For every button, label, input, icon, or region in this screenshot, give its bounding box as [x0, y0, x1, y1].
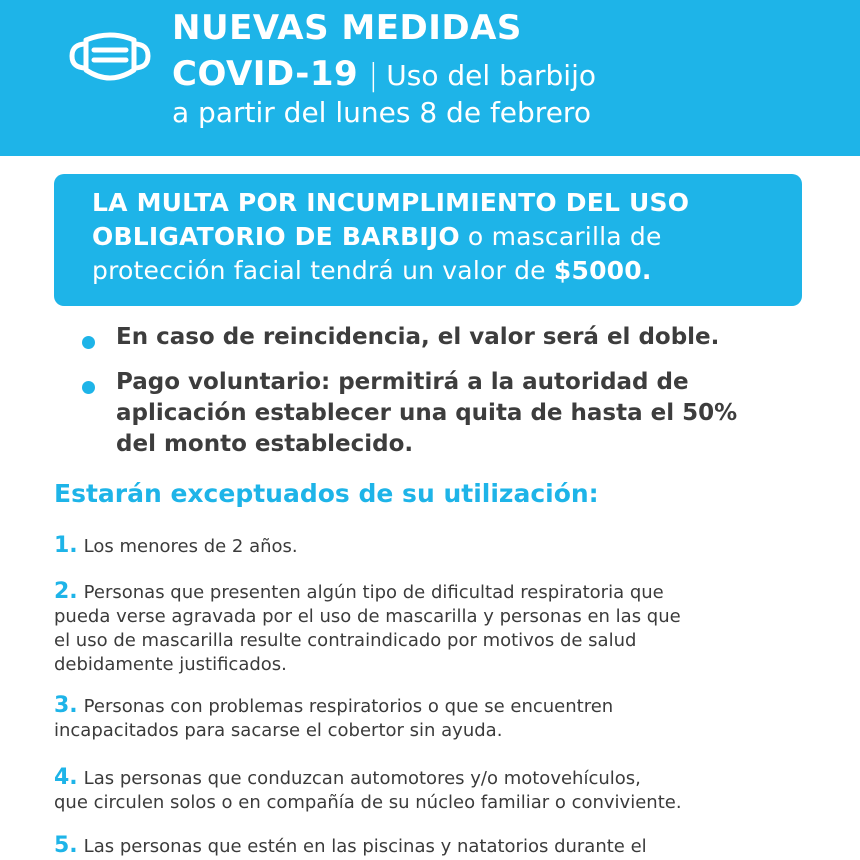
- exception-line: incapacitados para sacarse el cobertor sin ayuda.: [54, 720, 503, 741]
- section-title: Estarán exceptuados de su utilización:: [54, 479, 599, 508]
- exception-item: [54, 694, 613, 743]
- bullet-item: [80, 367, 800, 460]
- exception-item: [54, 534, 298, 559]
- fine-line-2-rest: o mascarilla de: [459, 222, 662, 251]
- title-separator: |: [368, 58, 379, 93]
- exception-line: [54, 580, 681, 605]
- header-subtitle: Uso del barbijo: [386, 59, 596, 92]
- fine-line-1: LA MULTA POR INCUMPLIMIENTO DEL USO: [92, 188, 690, 217]
- exception-number: 3.: [54, 693, 78, 718]
- bullet-dot-icon: [82, 381, 95, 394]
- exception-line: [54, 534, 298, 559]
- covid-label: COVID-19: [172, 54, 359, 94]
- exception-item: [54, 834, 647, 859]
- exception-text: Las personas que estén en las piscinas y natatorios durante el: [83, 836, 647, 857]
- exception-line: el uso de mascarilla resulte contraindicado por motivos de salud: [54, 630, 637, 651]
- exception-line: que circulen solos o en compañía de su núcleo familiar o conviviente.: [54, 792, 682, 813]
- exception-text: Personas con problemas respiratorios o que se encuentren: [83, 696, 614, 717]
- header-date-line: a partir del lunes 8 de febrero: [172, 96, 591, 129]
- header-title: NUEVAS MEDIDAS: [172, 8, 522, 48]
- fine-line-3-rest: protección facial tendrá un valor de: [92, 256, 554, 285]
- fine-amount: $5000.: [553, 256, 652, 285]
- bullet-line: aplicación establecer una quita de hasta el 50%: [116, 400, 738, 426]
- exception-number: 2.: [54, 579, 78, 604]
- bullet-list: [80, 322, 800, 460]
- exception-number: 4.: [54, 765, 78, 790]
- fine-notice-box: [54, 174, 802, 306]
- exception-line: pueda verse agravada por el uso de mascarilla y personas en las que: [54, 606, 681, 627]
- fine-line-2-bold: OBLIGATORIO DE BARBIJO: [92, 222, 460, 251]
- header-banner: [0, 0, 860, 156]
- exception-text: Personas que presenten algún tipo de dificultad respiratoria que: [83, 582, 664, 603]
- exception-line: [54, 834, 647, 859]
- fine-notice-text: [92, 186, 792, 288]
- bullet-line: del monto establecido.: [116, 431, 414, 457]
- exception-text: Las personas que conduzcan automotores y/o motovehículos,: [83, 768, 641, 789]
- exception-number: 1.: [54, 533, 78, 558]
- bullet-dot-icon: [82, 336, 95, 349]
- exception-line: [54, 766, 682, 791]
- exception-item: [54, 580, 681, 677]
- fine-line-2: [92, 220, 792, 254]
- face-mask-icon: [66, 22, 154, 92]
- exception-item: [54, 766, 682, 815]
- bullet-line: Pago voluntario: permitirá a la autoridad de: [116, 369, 689, 395]
- bullet-item: [80, 322, 800, 353]
- bullet-line: En caso de reincidencia, el valor será el doble.: [116, 324, 720, 350]
- exception-line: [54, 694, 613, 719]
- exception-text: Los menores de 2 años.: [83, 536, 298, 557]
- fine-line-3: [92, 254, 792, 288]
- exception-line: debidamente justificados.: [54, 654, 287, 675]
- exception-number: 5.: [54, 833, 78, 858]
